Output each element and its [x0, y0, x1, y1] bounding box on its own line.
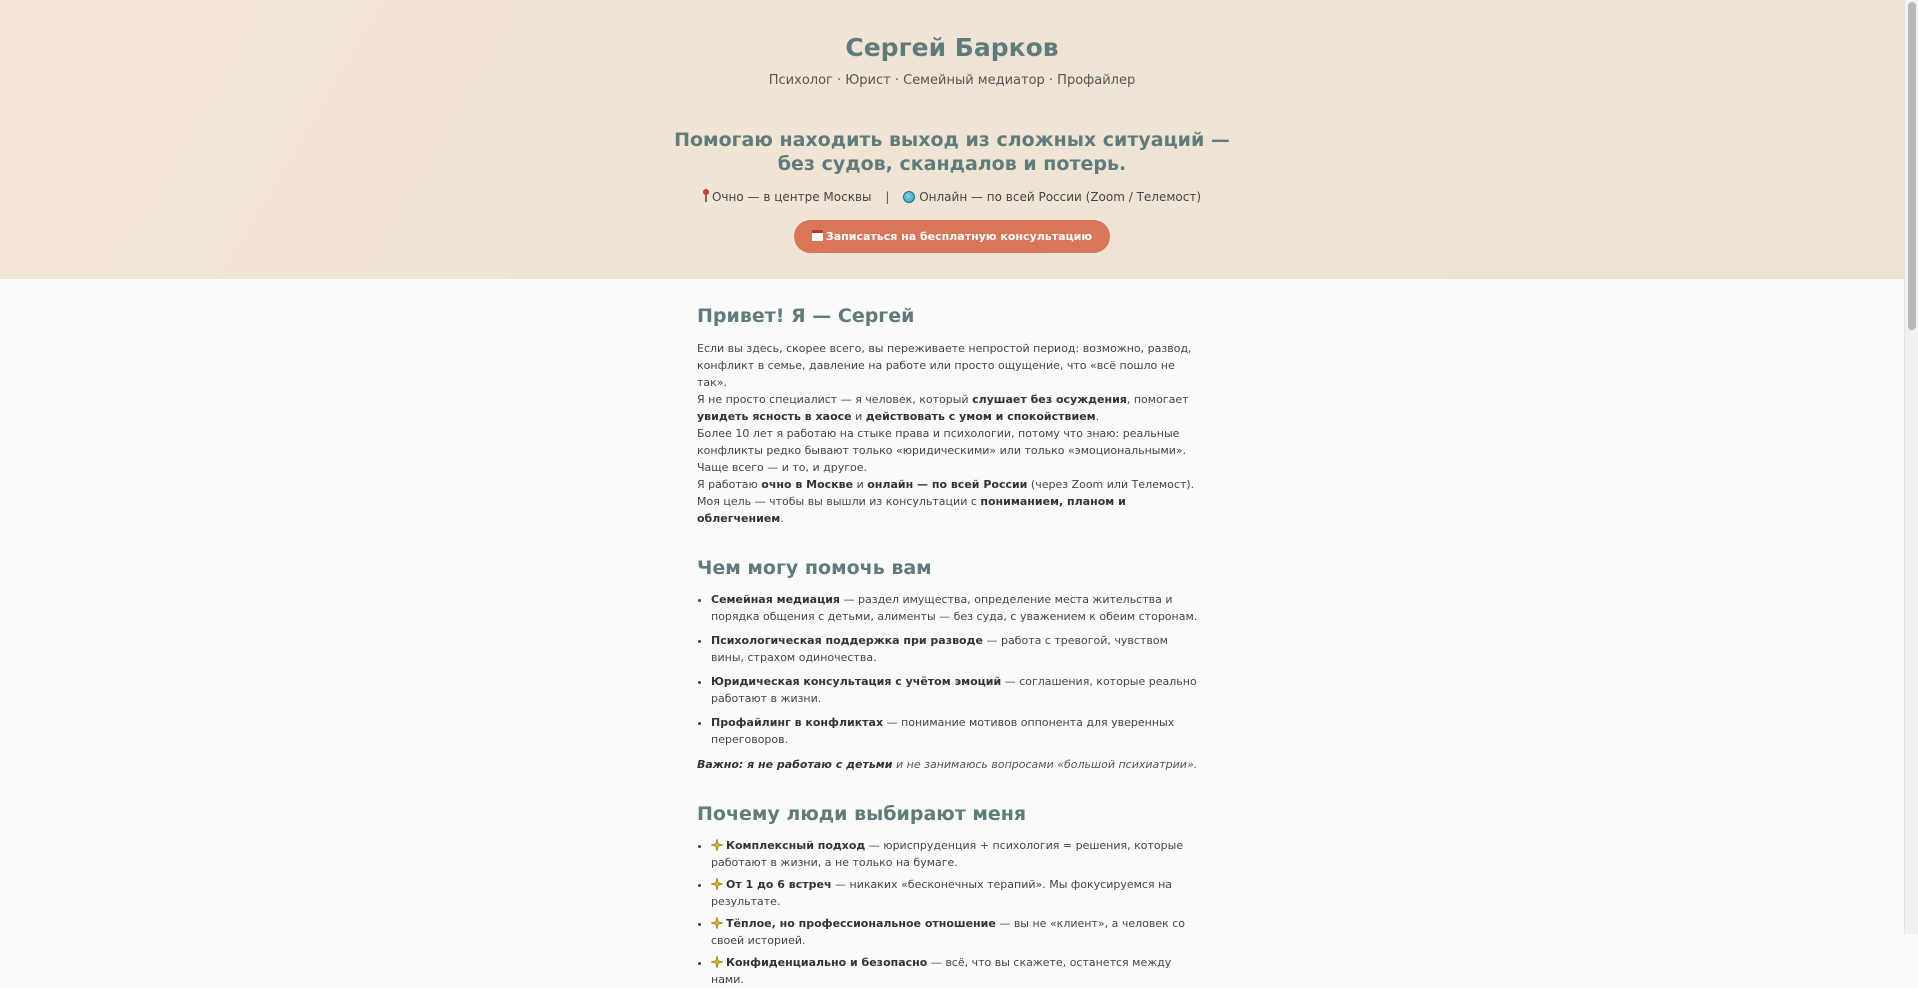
list-item: • Комплексный подход — юриспруденция + психология = решения, которые работают в жизни, а не только на бумаге. [711, 837, 1202, 871]
list-item: • Психологическая поддержка при разводе — работа с тревогой, чувством вины, страхом одиночества. [711, 632, 1202, 666]
about-text [697, 340, 1202, 527]
hero-section [0, 0, 1904, 279]
list-item: • От 1 до 6 встреч — никаких «бесконечных терапий». Мы фокусируемся на результате. [711, 876, 1202, 910]
why-list [697, 837, 1202, 988]
list-item: • Конфиденциально и безопасно — всё, что вы скажете, останется между нами. [711, 954, 1202, 988]
list-item: • Семейная медиация — раздел имущества, определение места жительства и порядка общения с детьми, алименты — без суда, с уважением к обеим сторонам. [711, 591, 1202, 625]
book-consultation-label: Записаться на бесплатную консультацию [825, 230, 1093, 243]
location-separator: | [885, 190, 890, 204]
vertical-scrollbar[interactable] [1904, 0, 1918, 934]
help-heading: Чем могу помочь вам [697, 557, 932, 579]
sparkles-icon [711, 839, 723, 851]
tagline: Помогаю находить выход из сложных ситуаций — без судов, скандалов и потерь. [674, 129, 1230, 175]
about-paragraph: Более 10 лет я работаю на стыке права и психологии, потому что знаю: реальные конфликты редко бывают только «юридическими» или только «эмоциональными». Чаще всего — и то, и другое. [697, 427, 1187, 474]
pin-icon [703, 189, 709, 203]
page-title: Сергей Барков [845, 33, 1059, 62]
why-section [697, 801, 1202, 988]
sparkles-icon [711, 956, 723, 968]
why-heading: Почему люди выбирают меня [697, 803, 1027, 825]
book-consultation-button[interactable] [794, 220, 1110, 253]
about-paragraph: Я не просто специалист — я человек, который слушает без осуждения, помогает увидеть ясность в хаосе и действовать с умом и спокойствием. [697, 393, 1189, 423]
roles-subtitle: Психолог · Юрист · Семейный медиатор · Профайлер [768, 73, 1136, 88]
list-item: • Профайлинг в конфликтах — понимание мотивов оппонента для уверенных переговоров. [711, 714, 1202, 748]
help-section [697, 555, 1202, 773]
list-item: • Юридическая консультация с учётом эмоций — соглашения, которые реально работают в жизни. [711, 673, 1202, 707]
list-item: • Тёплое, но профессиональное отношение — вы не «клиент», а человек со своей историей. [711, 915, 1202, 949]
locations [0, 188, 1904, 206]
calendar-icon [812, 230, 823, 241]
about-paragraph: Если вы здесь, скорее всего, вы переживаете непростой период: возможно, развод, конфликт в семье, давление на работе или просто ощущение, что «всё пошло не так». [697, 342, 1192, 389]
about-paragraph: Я работаю очно в Москве и онлайн — по всей России (через Zoom или Телемост). Моя цель — чтобы вы вышли из консультации с пониманием, планом и облегчением. [697, 478, 1195, 525]
location-offline: Очно — в центре Москвы [711, 190, 872, 204]
help-list [697, 591, 1202, 748]
scrollbar-thumb[interactable] [1908, 2, 1916, 330]
important-note: Важно: я не работаю с детьми и не занимаюсь вопросами «большой психиатрии». [697, 758, 1198, 771]
globe-icon [903, 191, 915, 203]
about-heading: Привет! Я — Сергей [697, 305, 915, 327]
sparkles-icon [711, 878, 723, 890]
about-section [697, 303, 1202, 527]
main-content [697, 279, 1202, 988]
location-online: Онлайн — по всей России (Zoom / Телемост) [919, 190, 1202, 204]
sparkles-icon [711, 917, 723, 929]
